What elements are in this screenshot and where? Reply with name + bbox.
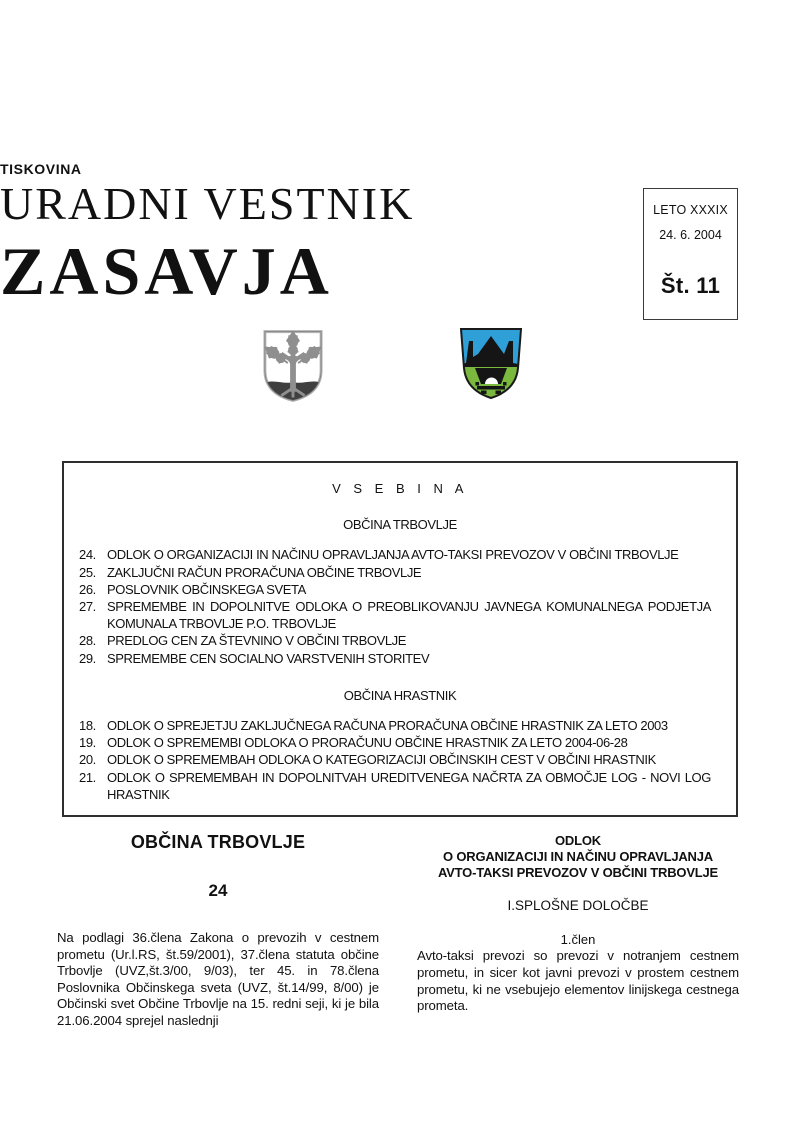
toc-item xyxy=(64,581,736,598)
article-preamble-text: Na podlagi 36.člena Zakona o prevozih v cestnem prometu (Ur.l.RS, št.59/2001), 37.člena statuta občine Trbovlje (UVZ,št.3/00, 9/03), ter 45. in 78.člena Poslovnika Občinskega sveta (UVZ, št.14/99, 8/00) je Občinski svet Občine Trbovlje na 15. redni seji, ki je bila 21.06.2004 sprejel naslednji xyxy=(57,930,379,1028)
toc-item xyxy=(64,734,736,751)
toc-item-text: ODLOK O SPREJETJU ZAKLJUČNEGA RAČUNA PRORAČUNA OBČINE HRASTNIK ZA LETO 2003 xyxy=(107,718,668,734)
decree-title-line3: AVTO-TAKSI PREVOZOV V OBČINI TRBOVLJE xyxy=(437,865,719,880)
gazette-title-line1: URADNI VESTNIK xyxy=(0,178,415,229)
toc-item-text: PREDLOG CEN ZA ŠTEVNINO V OBČINI TRBOVLJE xyxy=(107,633,407,649)
contents-section-heading-hrastnik: OBČINA HRASTNIK xyxy=(343,687,457,703)
toc-item-number: 18. xyxy=(79,718,96,734)
decree-section-heading: I.SPLOŠNE DOLOČBE xyxy=(507,898,649,913)
toc-item-text: ODLOK O SPREMEMBAH ODLOKA O KATEGORIZACIJI OBČINSKIH CEST V OBČINI HRASTNIK xyxy=(107,752,656,768)
toc-item-number: 19. xyxy=(79,735,96,751)
decree-title-line2: O ORGANIZACIJI IN NAČINU OPRAVLJANJA xyxy=(443,849,713,864)
trbovlje-coat-of-arms-icon xyxy=(458,327,524,402)
toc-item-number: 24. xyxy=(79,547,96,563)
toc-item-number: 28. xyxy=(79,633,96,649)
issue-info-box xyxy=(643,188,738,320)
toc-item xyxy=(64,632,736,649)
toc-item xyxy=(64,650,736,667)
toc-item xyxy=(64,769,736,803)
toc-item-number: 26. xyxy=(79,581,96,597)
hrastnik-coat-of-arms-icon xyxy=(262,329,324,404)
decree-article-text: Avto-taksi prevozi so prevozi v notranjem cestnem prometu, in sicer kot javni prevozi v prostem cestnem prometu, ki ne vsebujejo elementov linijskega cestnega prometa. xyxy=(417,948,739,1014)
toc-item-number: 27. xyxy=(79,599,96,615)
toc-item xyxy=(64,751,736,768)
toc-item-number: 29. xyxy=(79,650,96,666)
issue-date: 24. 6. 2004 xyxy=(659,228,722,242)
toc-item xyxy=(64,546,736,563)
toc-item-number: 21. xyxy=(79,769,96,785)
issue-year: LETO XXXIX xyxy=(653,203,728,217)
toc-item-text: ODLOK O SPREMEMBAH IN DOPOLNITVAH UREDITVENEGA NAČRTA ZA OBMOČJE LOG - NOVI LOG HRASTNIK xyxy=(107,769,711,802)
toc-item-text: SPREMEMBE CEN SOCIALNO VARSTVENIH STORITEV xyxy=(107,650,430,666)
decree-title-line1: ODLOK xyxy=(555,833,601,848)
toc-item xyxy=(64,564,736,581)
decree-article-heading: 1.člen xyxy=(560,932,596,947)
contents-title: V S E B I N A xyxy=(332,481,468,496)
article-right-column xyxy=(417,833,739,1015)
issue-number: Št. 11 xyxy=(660,273,721,298)
toc-item-number: 20. xyxy=(79,752,96,768)
toc-item-number: 25. xyxy=(79,564,96,580)
contents-section-heading-trbovlje: OBČINA TRBOVLJE xyxy=(343,517,457,533)
toc-item xyxy=(64,717,736,734)
toc-item xyxy=(64,598,736,632)
toc-item-text: ZAKLJUČNI RAČUN PRORAČUNA OBČINE TRBOVLJE xyxy=(107,564,422,580)
article-left-column xyxy=(57,832,379,1029)
toc-item-text: SPREMEMBE IN DOPOLNITVE ODLOKA O PREOBLIKOVANJU JAVNEGA KOMUNALNEGA PODJETJA KOMUNALA TRBOVLJE P.O. TRBOVLJE xyxy=(107,599,711,632)
toc-item-text: ODLOK O SPREMEMBI ODLOKA O PRORAČUNU OBČINE HRASTNIK ZA LETO 2004-06-28 xyxy=(107,735,628,751)
toc-item-text: POSLOVNIK OBČINSKEGA SVETA xyxy=(107,581,306,597)
toc-item-text: ODLOK O ORGANIZACIJI IN NAČINU OPRAVLJANJA AVTO-TAKSI PREVOZOV V OBČINI TRBOVLJE xyxy=(107,547,679,563)
gazette-title-line2: ZASAVJA xyxy=(0,233,333,309)
municipality-title: OBČINA TRBOVLJE xyxy=(130,832,306,852)
article-number: 24 xyxy=(208,881,228,900)
tiskovina-label: TISKOVINA xyxy=(0,161,82,177)
contents-box xyxy=(62,461,738,817)
